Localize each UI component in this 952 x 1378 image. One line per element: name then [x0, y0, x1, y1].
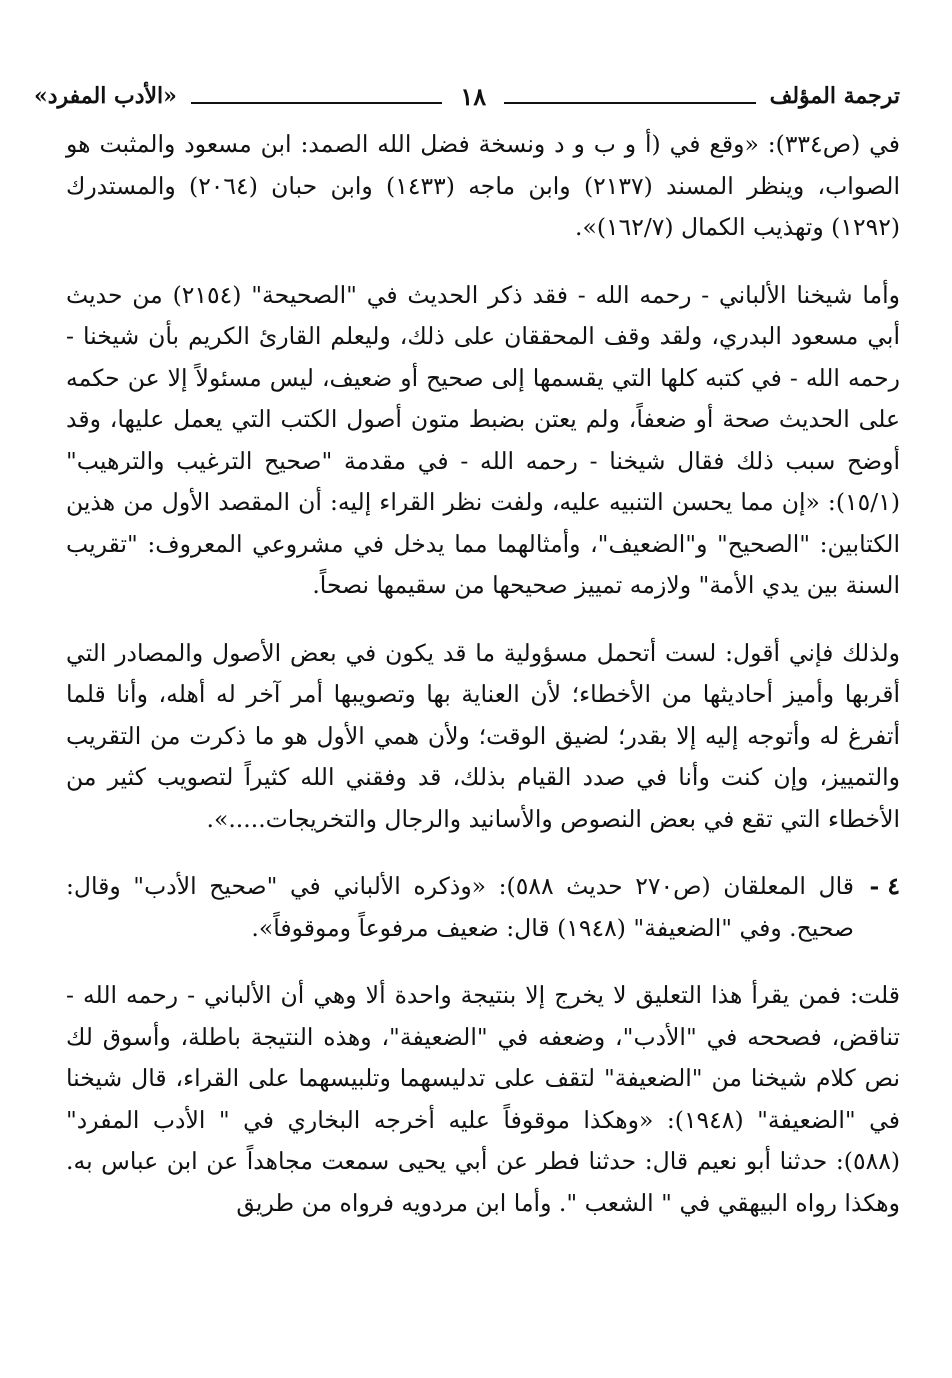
chapter-title: ترجمة المؤلف	[769, 83, 900, 109]
page-header	[34, 78, 900, 114]
paragraph-1: في (ص٣٣٤): «وقع في (أ و ب و د ونسخة فضل الله الصمد: ابن مسعود والمثبت هو الصواب، وينظر المسند (٢١٣٧) وابن ماجه (١٤٣٣) وابن حبان (٢٠٦٤) والمستدرك (١٢٩٢) وتهذيب الكمال (١٦٢/٧)».	[66, 130, 900, 241]
paragraph-3: ولذلك فإني أقول: لست أتحمل مسؤولية ما قد يكون في بعض الأصول والمصادر التي أقربها وأميز أحاديثها من الأخطاء؛ لأن العناية بها وتصويبها أمر آخر له أهله، وأنا قلما أتفرغ له وأتوجه إليه إلا بقدر؛ لضيق الوقت؛ ولأن همي الأول هو ما ذكرت من التقريب والتمييز، وإن كنت وأنا في صدد القيام بذلك، قد وفقني الله كثيراً لتصويب كثير من الأخطاء التي تقع في بعض النصوص والأسانيد والرجال والتخريجات.....».	[66, 638, 900, 833]
header-rule-right	[504, 102, 755, 104]
numbered-item-4	[66, 866, 900, 949]
header-rule-left	[191, 102, 442, 104]
item-number: ٤ -	[869, 872, 900, 900]
item-4-text: قال المعلقان (ص٢٧٠ حديث ٥٨٨): «وذكره الألباني في "صحيح الأدب" وقال: صحيح. وفي "الضعيفة" (١٩٤٨) قال: ضعيف مرفوعاً وموقوفاً».	[66, 872, 854, 942]
paragraph-final: قلت: فمن يقرأ هذا التعليق لا يخرج إلا بنتيجة واحدة ألا وهي أن الألباني - رحمه الله - تناقض، فصححه في "الأدب"، وضعفه في "الضعيفة"، وهذه النتيجة باطلة، وأسوق لك نص كلام شيخنا من "الضعيفة" لتقف على تدليسهما وتلبيسهما على القراء، قال شيخنا في "الضعيفة" (١٩٤٨): «وهكذا موقوفاً عليه أخرجه البخاري في " الأدب المفرد" (٥٨٨): حدثنا أبو نعيم قال: حدثنا فطر عن أبي يحيى سمعت مجاهداً عن ابن عباس به. وهكذا رواه البيهقي في " الشعب ". وأما ابن مردويه فرواه من طريق	[66, 981, 900, 1217]
book-title: «الأدب المفرد»	[33, 83, 177, 109]
paragraph-2: وأما شيخنا الألباني - رحمه الله - فقد ذكر الحديث في "الصحيحة" (٢١٥٤) من حديث أبي مسعود البدري، ولقد وقف المحققان على ذلك، وليعلم القارئ الكريم بأن شيخنا - رحمه الله - في كتبه كلها التي يقسمها إلى صحيح أو ضعيف، ليس مسئولاً إلا عن حكمه على الحديث صحة أو ضعفاً، ولم يعتن بضبط متون أصول الكتب التي يعمل عليها، وقد أوضح سبب ذلك فقال شيخنا - رحمه الله - في مقدمة "صحيح الترغيب والترهيب" (١٥/١): «إن مما يحسن التنبيه عليه، ولفت نظر القراء إليه: أن المقصد الأول من هذين الكتابين: "الصحيح" و"الضعيف"، وأمثالهما مما يدخل في مشروعي المعروف: "تقريب السنة بين يدي الأمة" ولازمه تمييز صحيحها من سقيمها نصحاً.	[66, 280, 900, 599]
page-number: ١٨	[460, 81, 487, 111]
page-body	[66, 124, 900, 1224]
